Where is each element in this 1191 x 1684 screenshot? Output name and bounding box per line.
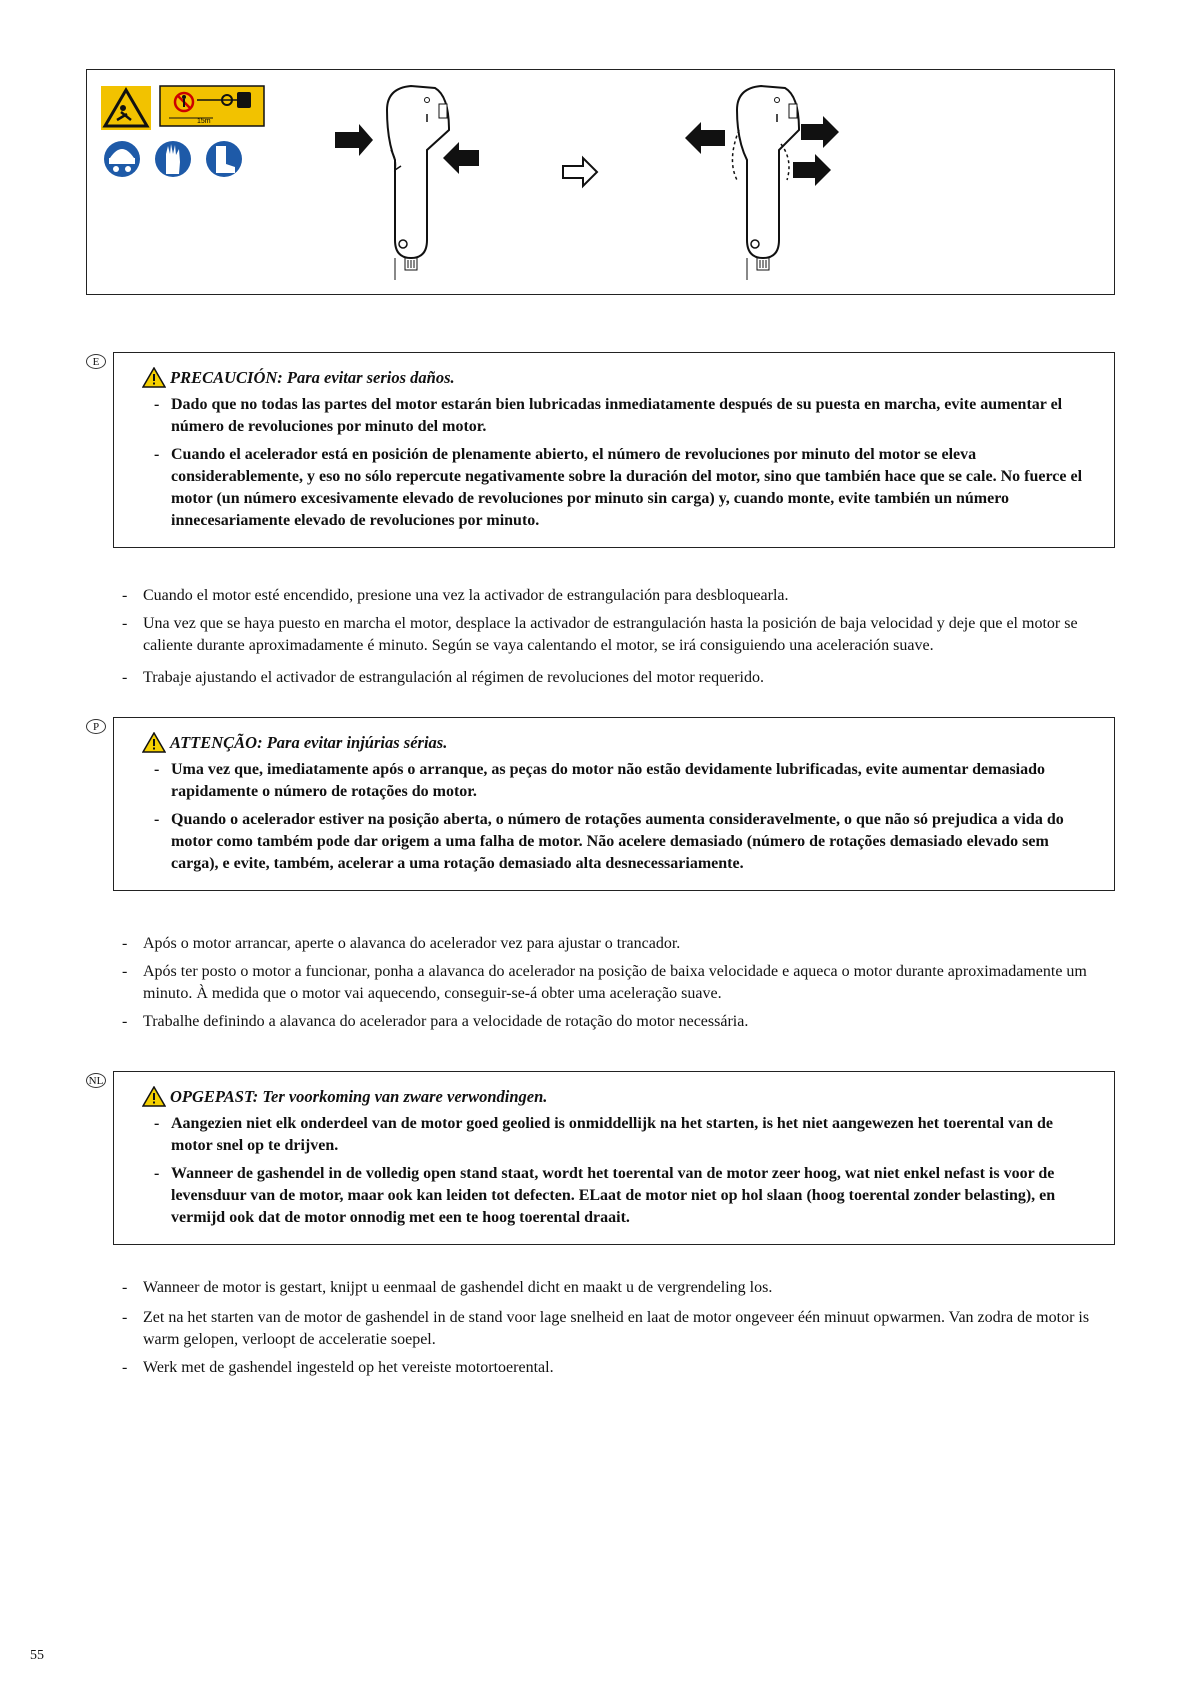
caution-title-nl — [142, 1086, 1094, 1107]
dash: - — [122, 935, 128, 952]
caution-item — [142, 809, 1094, 875]
dash: - — [154, 761, 160, 778]
language-badge-nl: NL — [86, 1073, 106, 1088]
transition-arrow-icon — [563, 158, 597, 186]
caution-item-text: Uma vez que, imediatamente após o arranque, as peças do motor não estão devidamente lubrificadas, evite aumentar demasiado rapidamente o número de rotações do motor. — [171, 761, 1046, 800]
instruction-item — [118, 613, 1118, 657]
caution-item — [142, 1113, 1094, 1157]
eye-ear-protection-icon — [104, 141, 140, 177]
dash: - — [154, 1115, 160, 1132]
caution-item-text: Quando o acelerador estiver na posição aberta, o número de rotações aumenta consideravelmente, o que não só prejudica a vida do motor como também pode dar origem a uma falha de motor. Não acelere demasiado (número de rotações demasiado elevado sem carga), e evite, também, acelerar a uma rotação demasiado alta desnecessariamente. — [171, 811, 1064, 872]
caution-item — [142, 759, 1094, 803]
distance-15m-icon — [160, 86, 264, 126]
dash: - — [122, 1309, 128, 1326]
distance-label: 15m — [197, 118, 211, 125]
caution-item — [142, 394, 1094, 438]
handle-left-illustration — [335, 86, 479, 280]
dash: - — [122, 615, 128, 632]
caution-box-nl — [113, 1071, 1115, 1245]
dash: - — [122, 963, 128, 980]
warning-triangle-icon — [142, 367, 166, 388]
warning-triangle-icon — [142, 1086, 166, 1107]
caution-box-pt — [113, 717, 1115, 891]
page-number: 55 — [30, 1648, 44, 1663]
instruction-item — [118, 961, 1118, 1005]
boots-icon — [206, 141, 242, 177]
instruction-item — [118, 1307, 1118, 1351]
caution-title-pt — [142, 732, 1094, 753]
handle-right-illustration — [685, 86, 839, 280]
instruction-item — [118, 1277, 1118, 1299]
language-badge-es: E — [86, 354, 106, 369]
caution-box-es — [113, 352, 1115, 548]
instruction-text: Wanneer de motor is gestart, knijpt u eenmaal de gashendel dicht en maakt u de vergrendeling los. — [143, 1279, 773, 1296]
warning-triangle-icon — [142, 732, 166, 753]
instructions-es — [118, 585, 1118, 695]
dash: - — [154, 396, 160, 413]
dash: - — [154, 446, 160, 463]
language-badge-pt: P — [86, 719, 106, 734]
instruction-item — [118, 585, 1118, 607]
dash: - — [154, 811, 160, 828]
instruction-text: Trabaje ajustando el activador de estrangulación al régimen de revoluciones del motor requerido. — [143, 669, 764, 686]
instructions-nl — [118, 1277, 1118, 1385]
dash: - — [122, 587, 128, 604]
instruction-text: Cuando el motor esté encendido, presione una vez la activador de estrangulación para desbloquearla. — [143, 587, 789, 604]
gloves-icon — [155, 141, 191, 177]
dash: - — [122, 1279, 128, 1296]
dash: - — [122, 1359, 128, 1376]
instruction-text: Após o motor arrancar, aperte o alavanca do acelerador vez para ajustar o trancador. — [143, 935, 681, 952]
instruction-text: Zet na het starten van de motor de gashendel in de stand voor lage snelheid en laat de motor ongeveer één minuut opwarmen. Van zodra de motor is warm gelopen, verloopt de acceleratie soepel. — [143, 1309, 1090, 1348]
caution-title-es — [142, 367, 1094, 388]
instruction-item — [118, 667, 1118, 689]
dash: - — [122, 669, 128, 686]
instruction-text: Una vez que se haya puesto en marcha el motor, desplace la activador de estrangulación hasta la posición de baja velocidad y deje que el motor se caliente durante aproximadamente é minuto. Según se vaya calentando el motor, se irá consiguiendo una aceleración suave. — [143, 615, 1078, 654]
instructions-pt — [118, 933, 1118, 1039]
caution-item-text: Wanneer de gashendel in de volledig open stand staat, wordt het toerental van de motor zeer hoog, wat niet enkel nefast is voor de levensduur van de motor, maar ook kan leiden tot defecten. ELaat de motor niet op hol slaan (hoog toerental zonder belasting), en vermijd ook dat de motor onnodig met een te hoog toerental draait. — [171, 1165, 1056, 1226]
caution-item — [142, 1163, 1094, 1229]
caution-item-text: Dado que no todas las partes del motor estarán bien lubricadas inmediatamente después de su puesta en marcha, evite aumentar el número de revoluciones por minuto del motor. — [171, 396, 1063, 435]
caution-title-text: PRECAUCIÓN: Para evitar serios daños. — [170, 367, 455, 387]
instruction-item — [118, 1357, 1118, 1379]
instruction-item — [118, 933, 1118, 955]
caution-item-text: Cuando el acelerador está en posición de plenamente abierto, el número de revoluciones por minuto del motor se eleva considerablemente, y eso no sólo repercute negativamente sobre la duración del motor, sino que también hace que se cale. No fuerce el motor (un número excesivamente elevado de revoluciones por minuto sin carga) y, cuando monte, evite también un número innecesariamente elevado de revoluciones por minuto. — [171, 446, 1083, 529]
dash: - — [122, 1013, 128, 1030]
warning-debris-icon — [101, 86, 151, 130]
illustration-figure — [86, 69, 1115, 295]
caution-title-text: ATTENÇÃO: Para evitar injúrias sérias. — [170, 732, 448, 752]
caution-item — [142, 444, 1094, 532]
dash: - — [154, 1165, 160, 1182]
caution-item-text: Aangezien niet elk onderdeel van de motor goed geolied is onmiddellijk na het starten, is het niet aangewezen het toerental van de motor snel op te drijven. — [171, 1115, 1054, 1154]
instruction-text: Werk met de gashendel ingesteld op het vereiste motortoerental. — [143, 1359, 554, 1376]
instruction-text: Após ter posto o motor a funcionar, ponha a alavanca do acelerador na posição de baixa velocidade e aqueca o motor durante aproximadamente um minuto. À medida que o motor vai aquecendo, conseguir-se-á obter uma aceleração suave. — [143, 963, 1087, 1002]
figure-drawing — [87, 70, 1114, 294]
caution-title-text: OPGEPAST: Ter voorkoming van zware verwondingen. — [170, 1086, 548, 1106]
instruction-item — [118, 1011, 1118, 1033]
instruction-text: Trabalhe definindo a alavanca do acelerador para a velocidade de rotação do motor necessária. — [143, 1013, 749, 1030]
